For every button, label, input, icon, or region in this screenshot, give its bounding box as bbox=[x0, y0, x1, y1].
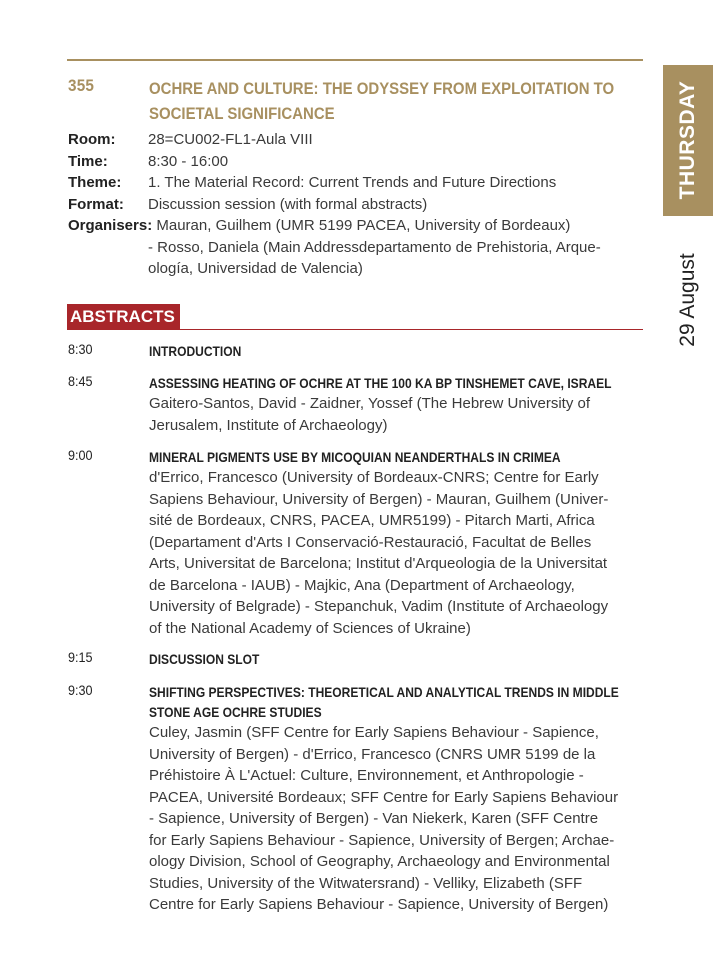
theme-label: Theme: bbox=[68, 174, 122, 191]
author-line: University of Belgrade) - Stepanchuk, Vadim (Institute of Archaeology bbox=[149, 598, 609, 615]
organisers-label: Organisers: bbox=[68, 217, 153, 234]
format-value: Discussion session (with formal abstracts) bbox=[148, 195, 428, 213]
author-line: Studies, University of the Witwatersrand) - Velliky, Elizabeth (SFF bbox=[149, 874, 583, 892]
author-line: Préhistoire À L'Actuel: Culture, Environnement, et Anthropologie - bbox=[149, 767, 584, 784]
time-row bbox=[68, 151, 648, 173]
organisers-value: Mauran, Guilhem (UMR 5199 PACEA, University of Bordeaux) bbox=[156, 217, 571, 234]
abstract-title: ASSESSING HEATING OF OCHRE AT THE 100 KA BP TINSHEMET CAVE, ISRAEL bbox=[149, 375, 612, 391]
theme-row bbox=[68, 172, 648, 194]
session-details bbox=[68, 129, 648, 280]
organisers-continued: ología, Universidad de Valencia) bbox=[148, 260, 363, 277]
session-number: 355 bbox=[68, 76, 95, 95]
abstract-time: 9:00 bbox=[68, 447, 93, 463]
abstract-time: 9:15 bbox=[68, 649, 93, 665]
abstract-title bbox=[149, 682, 648, 722]
room-label: Room: bbox=[68, 131, 116, 148]
author-line: de Barcelona - IAUB) - Majkic, Ana (Department of Archaeology, bbox=[149, 576, 575, 594]
author-line: (Departament d'Arts I Conservació-Restauració, Facultat de Belles bbox=[149, 533, 592, 551]
abstract-title: DISCUSSION SLOT bbox=[149, 651, 260, 667]
abstract-title: MINERAL PIGMENTS USE BY MICOQUIAN NEANDERTHALS IN CRIMEA bbox=[149, 449, 561, 465]
format-label: Format: bbox=[68, 195, 124, 213]
abstract-item bbox=[68, 373, 658, 436]
abstract-item bbox=[68, 682, 658, 916]
author-line: Arts, Universitat de Barcelona; Institut d'Arqueologia de la Universitat bbox=[149, 555, 608, 572]
session-title-line: SOCIETAL SIGNIFICANCE bbox=[149, 104, 335, 123]
abstract-time: 8:45 bbox=[68, 373, 93, 389]
organisers-row bbox=[68, 215, 648, 237]
author-line: - Sapience, University of Bergen) - Van Niekerk, Karen (SFF Centre bbox=[149, 810, 599, 827]
day-label: THURSDAY bbox=[676, 80, 699, 200]
time-value: 8:30 - 16:00 bbox=[148, 152, 229, 170]
abstract-time: 9:30 bbox=[68, 682, 93, 698]
session-title-line: OCHRE AND CULTURE: THE ODYSSEY FROM EXPLOITATION TO bbox=[149, 79, 615, 98]
author-line: PACEA, Université Bordeaux; SFF Centre for Early Sapiens Behaviour bbox=[149, 788, 619, 806]
time-label: Time: bbox=[68, 152, 108, 170]
abstract-authors bbox=[149, 467, 649, 639]
abstracts-divider bbox=[67, 329, 643, 330]
abstract-title: INTRODUCTION bbox=[149, 343, 242, 359]
author-line: Centre for Early Sapiens Behaviour - Sapience, University of Bergen) bbox=[149, 896, 609, 913]
author-line: d'Errico, Francesco (University of Bordeaux-CNRS; Centre for Early bbox=[149, 469, 599, 486]
abstract-item bbox=[68, 649, 658, 669]
author-line: Jerusalem, Institute of Archaeology) bbox=[149, 416, 388, 434]
author-line: of the National Academy of Sciences of Ukraine) bbox=[149, 619, 471, 637]
abstract-authors bbox=[149, 393, 649, 436]
abstract-item bbox=[68, 447, 658, 639]
author-line: for Early Sapiens Behaviour - Sapience, University of Bergen; Archae- bbox=[149, 831, 615, 849]
organisers-continued: - Rosso, Daniela (Main Addressdepartamento de Prehistoria, Arque- bbox=[148, 238, 601, 256]
session-title bbox=[149, 76, 642, 126]
author-line: Gaitero-Santos, David - Zaidner, Yossef (The Hebrew University of bbox=[149, 395, 591, 412]
room-value: 28=CU002-FL1-Aula VIII bbox=[148, 131, 313, 148]
abstract-title-line: SHIFTING PERSPECTIVES: THEORETICAL AND ANALYTICAL TRENDS IN MIDDLE bbox=[149, 684, 619, 700]
abstract-authors bbox=[149, 722, 649, 916]
theme-value: 1. The Material Record: Current Trends and Future Directions bbox=[148, 174, 557, 191]
format-row bbox=[68, 194, 648, 216]
author-line: University of Bergen) - d'Errico, Francesco (CNRS UMR 5199 de la bbox=[149, 745, 596, 763]
author-line: Sapiens Behaviour, University of Bergen) - Mauran, Guilhem (Univer- bbox=[149, 490, 609, 508]
author-line: Culey, Jasmin (SFF Centre for Early Sapiens Behaviour - Sapience, bbox=[149, 724, 599, 741]
abstract-time: 8:30 bbox=[68, 341, 93, 357]
abstract-title-line: STONE AGE OCHRE STUDIES bbox=[149, 704, 322, 720]
abstract-item bbox=[68, 341, 658, 361]
room-row bbox=[68, 129, 648, 151]
abstracts-heading: ABSTRACTS bbox=[67, 304, 180, 329]
author-line: ology Division, School of Geography, Archaeology and Environmental bbox=[149, 853, 610, 870]
top-divider bbox=[67, 59, 643, 61]
date-label: 29 August bbox=[676, 253, 699, 347]
author-line: sité de Bordeaux, CNRS, PACEA, UMR5199) - Pitarch Marti, Africa bbox=[149, 512, 595, 529]
